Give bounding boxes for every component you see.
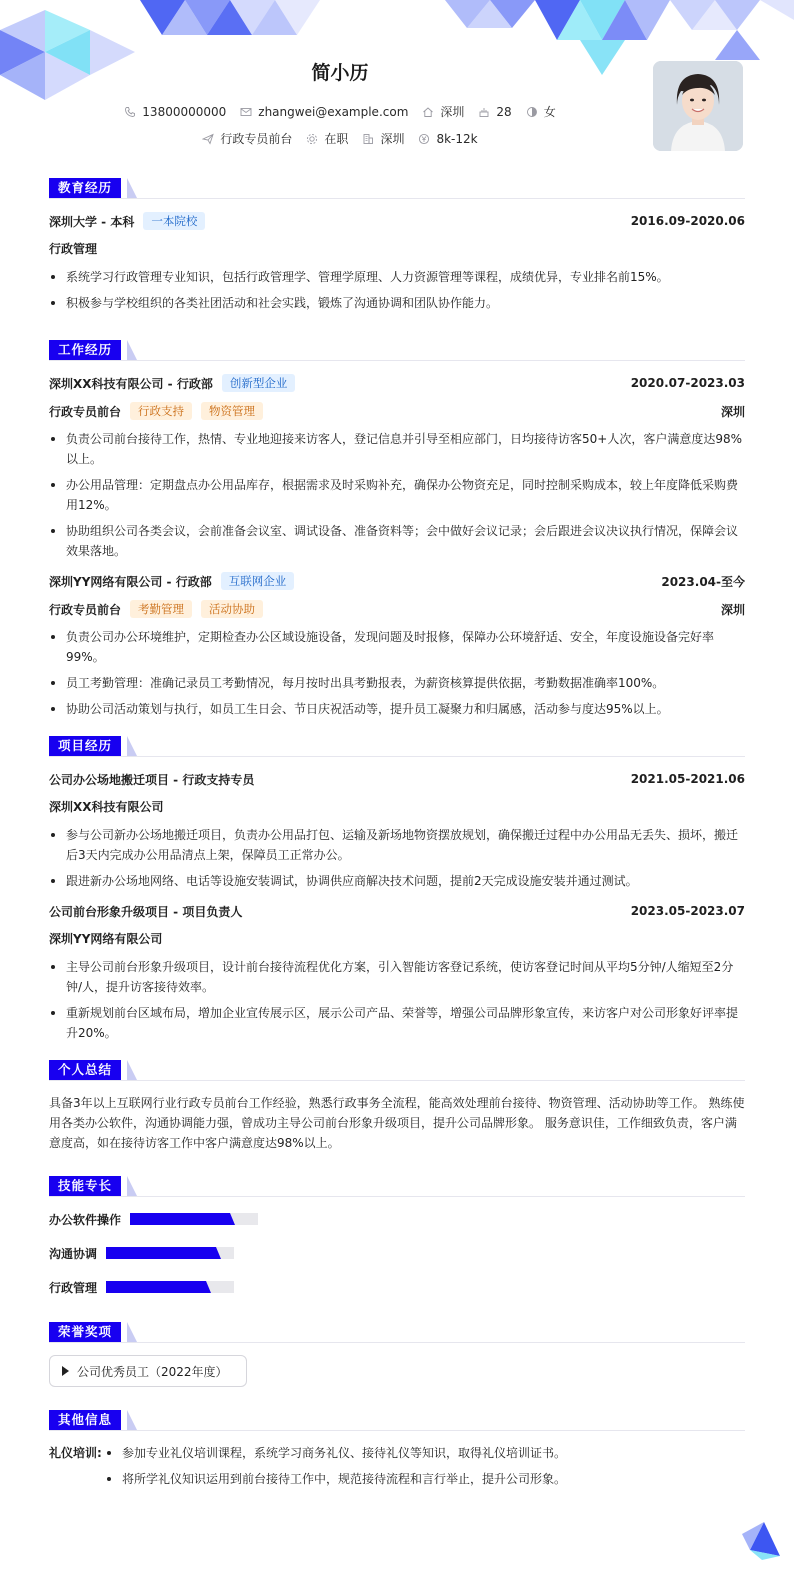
work-dates: 2020.07-2023.03 (630, 376, 745, 390)
project-entry (49, 769, 745, 891)
status-icon (306, 133, 318, 145)
work-location: 深圳 (720, 404, 745, 419)
skill-item (49, 1277, 399, 1297)
list-item: 系统学习行政管理专业知识，包括行政管理学、管理学原理、人力资源管理等课程，成绩优异，专业排名前15%。 (49, 267, 745, 287)
role-tag: 活动协助 (201, 600, 263, 618)
section-tab-tail (127, 1322, 137, 1342)
target-city-text: 深圳 (380, 132, 405, 146)
section-divider (49, 1080, 745, 1081)
avatar (653, 61, 743, 151)
project-company: 深圳YY网络有限公司 (49, 932, 163, 946)
company-name: 深圳YY网络有限公司 - 行政部 (49, 574, 212, 589)
section-tab-tail (127, 340, 137, 360)
role-tag: 考勤管理 (130, 600, 192, 618)
skills-list (49, 1209, 745, 1297)
other-label: 礼仪培训: (49, 1446, 102, 1460)
email-text: zhangwei@example.com (258, 104, 409, 119)
work-bullets (49, 429, 745, 561)
list-item: 负责公司前台接待工作，热情、专业地迎接来访客人，登记信息并引导至相应部门，日均接待访客50+人次，客户满意度达98%以上。 (49, 429, 745, 469)
status-item (306, 130, 348, 147)
major: 行政管理 (49, 242, 98, 256)
work-dates: 2023.04-至今 (661, 574, 745, 589)
age-text: 28 (496, 104, 512, 119)
section-divider (49, 360, 745, 361)
other-info (49, 1443, 745, 1495)
age-icon (478, 106, 490, 118)
list-item: 参与公司新办公场地搬迁项目，负责办公用品打包、运输及新场地物资摆放规划，确保搬迁过程中办公用品无丢失、损坏，搬迁后3天内完成办公用品清点上架，保障员工正常办公。 (49, 825, 745, 865)
skill-name: 行政管理 (49, 1280, 98, 1295)
work-entry (49, 571, 745, 719)
company-tag: 创新型企业 (222, 374, 296, 392)
skill-fill (106, 1281, 206, 1293)
email-icon (240, 106, 252, 118)
phone-icon (124, 106, 136, 118)
email-item (240, 105, 408, 119)
role-tag: 行政支持 (130, 402, 192, 420)
section-tab: 工作经历 (49, 340, 121, 360)
list-item: 重新规划前台区域布局，增加企业宣传展示区，展示公司产品、荣誉等，增强公司品牌形象宣传，来访客户对公司形象好评率提升20%。 (49, 1003, 745, 1043)
skill-fill (130, 1213, 230, 1225)
section-tab: 项目经历 (49, 736, 121, 756)
project-dates: 2021.05-2021.06 (630, 772, 745, 786)
section-tab: 个人总结 (49, 1060, 121, 1080)
skill-bar (130, 1213, 258, 1225)
building-icon (362, 133, 374, 145)
section-tab-tail (127, 178, 137, 198)
skill-name: 办公软件操作 (49, 1212, 122, 1227)
section-tab: 其他信息 (49, 1410, 121, 1430)
position-text: 行政专员前台 (220, 132, 293, 146)
section-divider (49, 1430, 745, 1431)
corner-decoration (742, 1520, 782, 1560)
home-icon (422, 106, 434, 118)
city-text: 深圳 (440, 105, 465, 119)
salary-item (418, 132, 477, 146)
skill-bar (106, 1247, 234, 1259)
project-dates: 2023.05-2023.07 (630, 904, 745, 918)
section-divider (49, 198, 745, 199)
list-item: 积极参与学校组织的各类社团活动和社会实践，锻炼了沟通协调和团队协作能力。 (49, 293, 745, 313)
education-bullets (49, 267, 745, 313)
project-entry (49, 901, 745, 1043)
work-location: 深圳 (720, 602, 745, 617)
list-item: 协助公司活动策划与执行，如员工生日会、节日庆祝活动等，提升员工凝聚力和归属感，活动参与度达95%以上。 (49, 699, 745, 719)
city-item (422, 103, 464, 120)
gender-text: 女 (543, 105, 556, 119)
section-divider (49, 756, 745, 757)
skill-name: 沟通协调 (49, 1246, 98, 1261)
avatar-illustration (653, 61, 743, 151)
section-title-education (49, 175, 745, 199)
salary-icon (418, 133, 430, 145)
job-role: 行政专员前台 (49, 404, 122, 419)
project-title: 公司前台形象升级项目 - 项目负责人 (49, 904, 243, 919)
role-tag: 物资管理 (201, 402, 263, 420)
award-item[interactable] (49, 1355, 247, 1387)
section-title-work (49, 337, 745, 361)
play-icon (62, 1366, 69, 1376)
school-name: 深圳大学 - 本科 (49, 214, 135, 229)
list-item: 主导公司前台形象升级项目，设计前台接待流程优化方案，引入智能访客登记系统，使访客登记时间从平均5分钟/人缩短至2分钟/人，提升访客接待效率。 (49, 957, 745, 997)
list-item: 参加专业礼仪培训课程，系统学习商务礼仪、接待礼仪等知识，取得礼仪培训证书。 (105, 1443, 566, 1463)
phone-text: 13800000000 (142, 104, 227, 119)
section-tab-tail (127, 1410, 137, 1430)
send-icon (202, 133, 214, 145)
gender-icon (526, 106, 538, 118)
list-item: 协助组织公司各类会议，会前准备会议室、调试设备、准备资料等；会中做好会议记录；会后跟进会议决议执行情况，保障会议效果落地。 (49, 521, 745, 561)
list-item: 跟进新办公场地网络、电话等设施安装调试，协调供应商解决技术问题，提前2天完成设施安装并通过测试。 (49, 871, 745, 891)
project-bullets (49, 825, 745, 891)
phone-item (124, 105, 226, 119)
skill-item (49, 1209, 399, 1229)
skill-bar (106, 1281, 234, 1293)
job-role: 行政专员前台 (49, 602, 122, 617)
section-tab: 技能专长 (49, 1176, 121, 1196)
project-bullets (49, 957, 745, 1043)
company-name: 深圳XX科技有限公司 - 行政部 (49, 376, 213, 391)
skill-item (49, 1243, 399, 1263)
section-tab: 荣誉奖项 (49, 1322, 121, 1342)
education-entry (49, 211, 745, 313)
salary-text: 8k-12k (436, 131, 478, 146)
other-bullets (105, 1443, 566, 1495)
candidate-name: 简小历 (311, 62, 369, 84)
resume-body (49, 175, 745, 1495)
education-dates: 2016.09-2020.06 (630, 214, 745, 228)
company-tag: 互联网企业 (221, 572, 295, 590)
age-item (478, 105, 511, 119)
section-divider (49, 1342, 745, 1343)
section-title-projects (49, 733, 745, 757)
project-title: 公司办公场地搬迁项目 - 行政支持专员 (49, 772, 255, 787)
list-item: 负责公司办公环境维护，定期检查办公区域设施设备，发现问题及时报修，保障办公环境舒适、安全，年度设施设备完好率99%。 (49, 627, 745, 667)
skill-fill (106, 1247, 216, 1259)
section-tab-tail (127, 1176, 137, 1196)
resume-header (0, 0, 794, 160)
section-title-honors (49, 1319, 745, 1343)
position-item (202, 130, 292, 147)
contact-row (0, 103, 680, 120)
award-text: 公司优秀员工（2022年度） (77, 1364, 228, 1379)
summary-text: 具备3年以上互联网行业行政专员前台工作经验，熟悉行政事务全流程，能高效处理前台接待、物资管理、活动协助等工作。 熟练使用各类办公软件，沟通协调能力强，曾成功主导公司前台形象升级项目，提升公司品牌形象。 服务意识佳，工作细致负责，客户满意度高，如在接待访客工作中客户满意度达98%以上。 (49, 1096, 745, 1150)
section-tab-tail (127, 736, 137, 756)
work-entry (49, 373, 745, 561)
school-tag: 一本院校 (143, 212, 205, 230)
list-item: 将所学礼仪知识运用到前台接待工作中，规范接待流程和言行举止，提升公司形象。 (105, 1469, 566, 1489)
gender-item (526, 103, 556, 120)
section-title-skills (49, 1173, 745, 1197)
section-title-other (49, 1407, 745, 1431)
target-city-item (362, 130, 404, 147)
list-item: 办公用品管理：定期盘点办公用品库存，根据需求及时采购补充，确保办公物资充足，同时控制采购成本，较上年度降低采购费用12%。 (49, 475, 745, 515)
section-divider (49, 1196, 745, 1197)
list-item: 员工考勤管理：准确记录员工考勤情况，每月按时出具考勤报表，为薪资核算提供依据，考勤数据准确率100%。 (49, 673, 745, 693)
section-tab: 教育经历 (49, 178, 121, 198)
job-intent-row (0, 130, 680, 147)
section-tab-tail (127, 1060, 137, 1080)
section-title-summary (49, 1057, 745, 1081)
project-company: 深圳XX科技有限公司 (49, 800, 164, 814)
work-bullets (49, 627, 745, 719)
status-text: 在职 (324, 132, 349, 146)
